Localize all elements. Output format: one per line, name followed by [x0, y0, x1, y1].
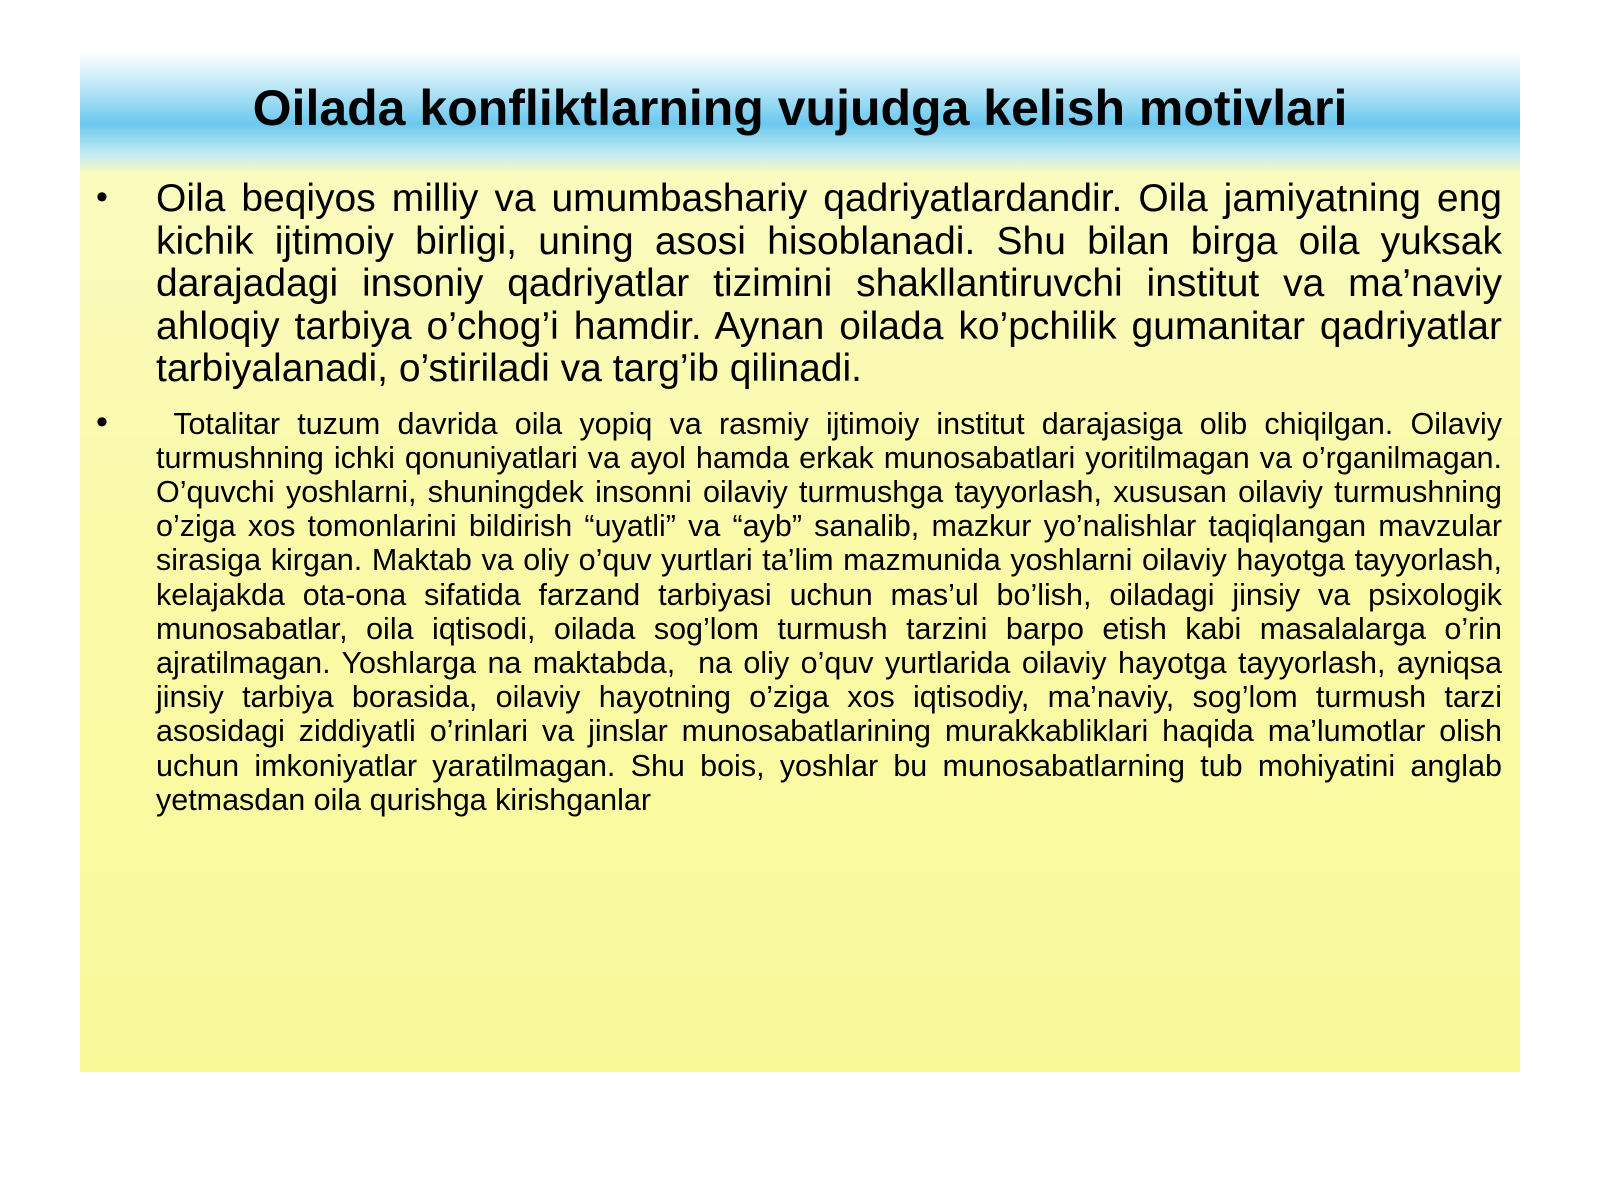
- slide-title: Oilada konfliktlarning vujudga kelish motivlari: [252, 80, 1348, 136]
- bullet-text: Totalitar tuzum davrida oila yopiq va rasmiy ijtimoiy institut darajasiga olib chiqilgan. Oilaviy turmushning ichki qonuniyatlari va ayol hamda erkak munosabatlari yoritilmagan va o’rganilmagan. O’quvchi yoshlarni, shuningdek insonni oilaviy turmushga tayyorlash, xususan oilaviy turmushning o’ziga xos tomonlarini bildirish “uyatli” va “ayb” sanalib, mazkur yo’nalishlar taqiqlangan mavzular sirasiga kirgan. Maktab va oliy o’quv yurtlari ta’lim mazmunida yoshlarni oilaviy hayotga tayyorlash, kelajakda ota-ona sifatida farzand tarbiyasi uchun mas’ul bo’lish, oiladagi jinsiy va psixologik munosabatlar, oila iqtisodi, oilada sog’lom turmush tarzini barpo etish kabi masalalarga o’rin ajratilmagan. Yoshlarga na maktabda, na oliy o’quv yurtlarida oilaviy hayotga tayyorlash, ayniqsa jinsiy tarbiya borasida, oilaviy hayotning o’ziga xos iqtisodiy, ma’naviy, sog’lom turmush tarzi asosidagi ziddiyatli o’rinlari va jinslar munosabatlarining murakkabliklari haqida ma’lumotlar olish uchun imkoniyatlar yaratilmagan. Shu bois, yoshlar bu munosabatlarning tub mohiyatini anglab yetmasdan oila qurishga kirishganlar: [156, 406, 1511, 817]
- bullet-item: [80, 178, 1520, 391]
- bullet-list: [80, 178, 1520, 817]
- bullet-item: [80, 402, 1520, 817]
- bullet-marker: •: [96, 178, 108, 216]
- bullet-text: Oila beqiyos milliy va umumbashariy qadriyatlardandir. Oila jamiyatning eng kichik ijtimoiy birligi, uning asosi hisoblanadi. Shu bilan birga oila yuksak darajadagi insoniy qadriyatlar tizimini shakllantiruvchi institut va ma’naviy ahloqiy tarbiya o’chog’i hamdir. Aynan oilada ko’pchilik gumanitar qadriyatlar tarbiyalanadi, o’stiriladi va targ’ib qilinadi.: [156, 177, 1502, 390]
- title-band: [80, 52, 1520, 172]
- slide: [80, 52, 1520, 1072]
- bullet-marker: •: [96, 402, 108, 441]
